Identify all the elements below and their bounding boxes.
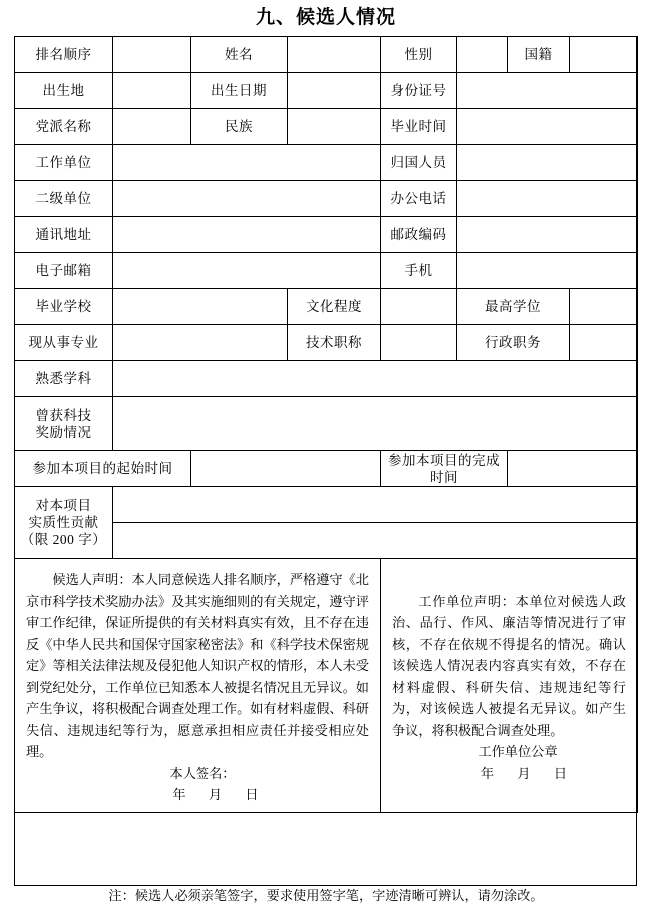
- footer-note: 注：候选人必须亲笔签字，要求使用签字笔，字迹清晰可辨认，请勿涂改。: [108, 888, 544, 903]
- value-familiar-subject[interactable]: [113, 361, 638, 397]
- employer-date-label[interactable]: 年 月 日: [480, 765, 578, 781]
- value-technical-title[interactable]: [381, 325, 457, 361]
- label-contribution: [15, 487, 113, 559]
- value-work-unit[interactable]: [113, 145, 381, 181]
- label-awards-received: [15, 397, 113, 451]
- label-secondary-unit: 二级单位: [15, 181, 113, 217]
- candidate-info-table: [14, 36, 638, 813]
- table-row: [15, 109, 638, 145]
- label-current-specialty: 现从事专业: [15, 325, 113, 361]
- label-postal-code: 邮政编码: [381, 217, 457, 253]
- page-title: 九、候选人情况: [255, 7, 396, 28]
- table-row: [15, 145, 638, 181]
- employer-stamp-label[interactable]: 工作单位公章: [478, 744, 558, 759]
- label-graduation-time: 毕业时间: [381, 109, 457, 145]
- label-familiar-subject: 熟悉学科: [15, 361, 113, 397]
- candidate-signature-label[interactable]: 本人签名：: [169, 765, 236, 781]
- value-mailing-address[interactable]: [113, 217, 381, 253]
- label-returnee: 归国人员: [381, 145, 457, 181]
- table-row: [15, 73, 638, 109]
- label-birthdate: 出生日期: [191, 73, 288, 109]
- label-ethnicity: 民族: [191, 109, 288, 145]
- label-project-start-time: 参加本项目的起始时间: [15, 451, 191, 487]
- value-returnee[interactable]: [457, 145, 638, 181]
- employer-declaration-cell: [381, 559, 638, 813]
- value-project-start-time[interactable]: [191, 451, 381, 487]
- value-ethnicity[interactable]: [288, 109, 381, 145]
- table-row: [15, 325, 638, 361]
- value-graduate-school[interactable]: [113, 289, 288, 325]
- value-nationality[interactable]: [570, 37, 638, 73]
- label-education-level: 文化程度: [288, 289, 381, 325]
- table-row: [15, 253, 638, 289]
- value-highest-degree[interactable]: [570, 289, 638, 325]
- value-mobile[interactable]: [457, 253, 638, 289]
- label-graduate-school: 毕业学校: [15, 289, 113, 325]
- value-graduation-time[interactable]: [457, 109, 638, 145]
- label-technical-title: 技术职称: [288, 325, 381, 361]
- value-secondary-unit[interactable]: [113, 181, 381, 217]
- label-office-phone: 办公电话: [381, 181, 457, 217]
- label-rank-order: 排名顺序: [15, 37, 113, 73]
- label-mobile: 手机: [381, 253, 457, 289]
- table-row: [15, 289, 638, 325]
- value-party[interactable]: [113, 109, 191, 145]
- table-row: [15, 217, 638, 253]
- label-awards-received-line1: 曾获科技: [35, 407, 92, 423]
- candidate-declaration-cell: [15, 559, 381, 813]
- label-work-unit: 工作单位: [15, 145, 113, 181]
- value-project-finish-time[interactable]: [508, 451, 638, 487]
- value-name[interactable]: [288, 37, 381, 73]
- table-row: [15, 559, 638, 813]
- value-administrative-post[interactable]: [570, 325, 638, 361]
- label-highest-degree: 最高学位: [457, 289, 570, 325]
- table-row: [15, 361, 638, 397]
- label-nationality: 国籍: [508, 37, 570, 73]
- label-contribution-line1: 对本项目: [35, 498, 92, 513]
- value-current-specialty[interactable]: [113, 325, 288, 361]
- table-row: [15, 451, 638, 487]
- value-awards-received[interactable]: [113, 397, 638, 451]
- label-mailing-address: 通讯地址: [15, 217, 113, 253]
- value-contribution-bottom[interactable]: [113, 523, 638, 559]
- label-contribution-line3: （限 200 字）: [20, 532, 107, 547]
- label-gender: 性别: [381, 37, 457, 73]
- value-contribution-top[interactable]: [113, 487, 638, 523]
- label-email: 电子邮箱: [15, 253, 113, 289]
- value-office-phone[interactable]: [457, 181, 638, 217]
- label-id-number: 身份证号: [381, 73, 457, 109]
- table-row: [15, 37, 638, 73]
- value-gender[interactable]: [457, 37, 508, 73]
- value-postal-code[interactable]: [457, 217, 638, 253]
- label-administrative-post: 行政职务: [457, 325, 570, 361]
- employer-declaration-text: 工作单位声明：本单位对候选人政治、品行、作风、廉洁等情况进行了审核，不存在依规不得提名的情况。确认该候选人情况表内容真实有效，不存在材料虚假、科研失信、违规违纪等行为，对该候选人被提名无异议。如产生争议，将积极配合调查处理。: [392, 593, 626, 738]
- label-birthplace: 出生地: [15, 73, 113, 109]
- value-birthdate[interactable]: [288, 73, 381, 109]
- value-email[interactable]: [113, 253, 381, 289]
- candidate-date-label[interactable]: 年 月 日: [172, 787, 269, 802]
- value-rank-order[interactable]: [113, 37, 191, 73]
- label-contribution-line2: 实质性贡献: [28, 515, 99, 530]
- label-party: 党派名称: [15, 109, 113, 145]
- label-awards-received-line2: 奖励情况: [35, 424, 92, 440]
- value-birthplace[interactable]: [113, 73, 191, 109]
- table-row: [15, 181, 638, 217]
- table-row: [15, 397, 638, 451]
- label-project-finish-time: 参加本项目的完成时间: [381, 451, 508, 487]
- value-id-number[interactable]: [457, 73, 638, 109]
- candidate-declaration-text: 候选人声明：本人同意候选人排名顺序，严格遵守《北京市科学技术奖励办法》及其实施细则的有关规定，遵守评审工作纪律，保证所提供的有关材料真实有效，且不存在违反《中华人民共和国保守国家秘密法》和《科学技术保密规定》等相关法律法规及侵犯他人知识产权的情形，本人未受到党纪处分，工作单位已知悉本人被提名情况且无异议。如产生争议，将积极配合调查处理工作。如有材料虚假、科研失信、违规违纪等行为，愿意承担相应责任并接受相应处理。: [26, 572, 369, 759]
- table-row: [15, 487, 638, 523]
- value-education-level[interactable]: [381, 289, 457, 325]
- label-name: 姓名: [191, 37, 288, 73]
